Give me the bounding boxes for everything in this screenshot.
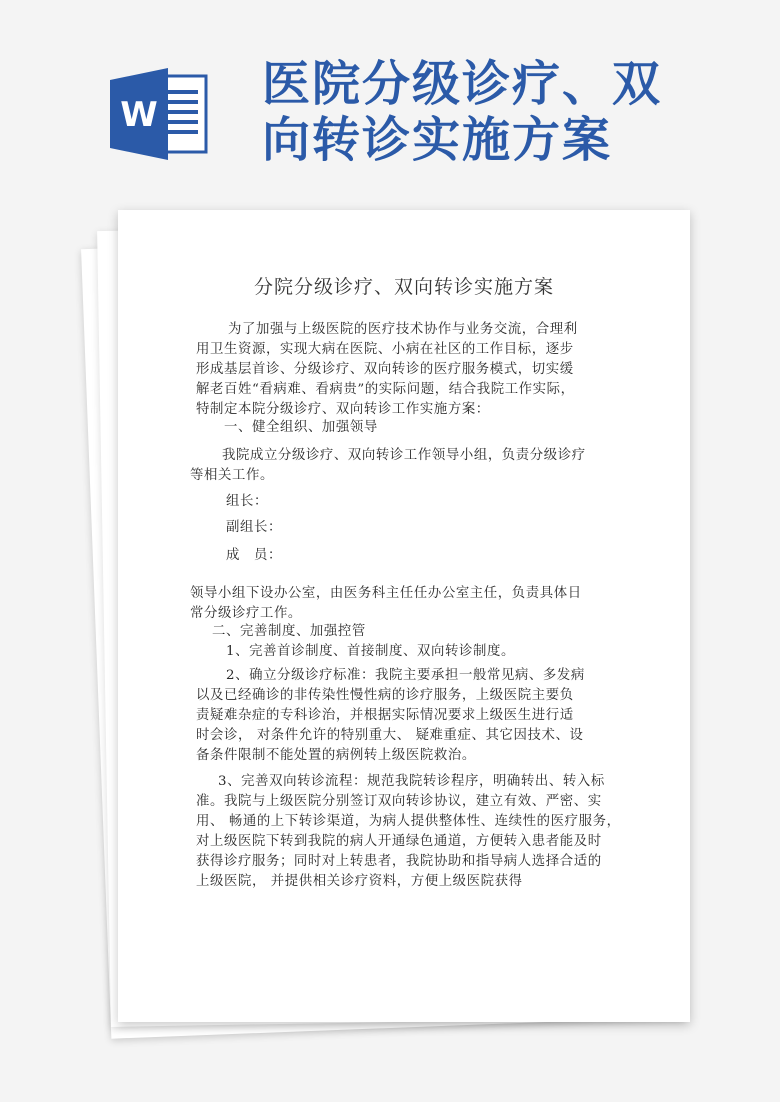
paragraph-line: 获得诊疗服务；同时对上转患者，我院协助和指导病人选择合适的: [196, 854, 602, 869]
header: [0, 0, 780, 200]
paragraph-line: 我院成立分级诊疗、双向转诊工作领导小组，负责分级诊疗: [222, 448, 586, 463]
paragraph-line: 备条件限制不能处置的病例转上级医院救治。: [196, 748, 476, 763]
headline: [262, 56, 762, 168]
paragraph-line: 责疑难杂症的专科诊治，并根据实际情况要求上级医生进行适: [196, 708, 574, 723]
paragraph-line: 特制定本院分级诊疗、双向转诊工作实施方案：: [196, 402, 490, 417]
svg-text:W: W: [120, 95, 158, 135]
team-leader-label: 组长：: [226, 494, 268, 509]
paragraph-line: 3、完善双向转诊流程：规范我院转诊程序，明确转出、转入标: [218, 774, 605, 789]
paragraph-line: 2、确立分级诊疗标准：我院主要承担一般常见病、多发病: [226, 668, 585, 683]
members-label: 成 员：: [226, 548, 282, 563]
document-title: 分院分级诊疗、双向转诊实施方案: [253, 276, 554, 298]
paragraph-line: 等相关工作。: [190, 468, 274, 483]
word-document-icon: [110, 66, 210, 162]
document-page: [118, 210, 690, 1022]
deputy-leader-label: 副组长：: [226, 520, 282, 535]
paragraph-line: 常分级诊疗工作。: [190, 606, 302, 621]
section-heading: 二、完善制度、加强控管: [212, 624, 366, 639]
paragraph-line: 为了加强与上级医院的医疗技术协作与业务交流，合理利: [228, 322, 578, 337]
paragraph-line: 时会诊， 对条件允许的特别重大、 疑难重症、其它因技术、设: [196, 728, 584, 743]
headline-line-2: 向转诊实施方案: [262, 112, 613, 168]
headline-line-1: 医院分级诊疗、双: [262, 56, 663, 112]
paragraph-line: 用卫生资源，实现大病在医院、小病在社区的工作目标，逐步: [196, 342, 574, 357]
section-heading: 一、健全组织、加强领导: [224, 420, 378, 435]
paragraph-line: 领导小组下设办公室，由医务科主任任办公室主任，负责具体日: [190, 586, 582, 601]
paragraph-line: 准。我院与上级医院分别签订双向转诊协议，建立有效、严密、实: [196, 794, 602, 809]
paragraph-line: 形成基层首诊、分级诊疗、双向转诊的医疗服务模式，切实缓: [196, 362, 574, 377]
paragraph-line: 用、 畅通的上下转诊渠道，为病人提供整体性、连续性的医疗服务，: [196, 814, 621, 829]
paragraph-line: 以及已经确诊的非传染性慢性病的诊疗服务，上级医院主要负: [196, 688, 574, 703]
paragraph-line: 解老百姓“看病难、看病贵”的实际问题，结合我院工作实际，: [196, 382, 575, 397]
paragraph-line: 1、完善首诊制度、首接制度、双向转诊制度。: [226, 644, 515, 659]
paragraph-line: 对上级医院下转到我院的病人开通绿色通道，方便转入患者能及时: [196, 834, 602, 849]
paragraph-line: 上级医院， 并提供相关诊疗资料，方便上级医院获得: [196, 874, 523, 889]
